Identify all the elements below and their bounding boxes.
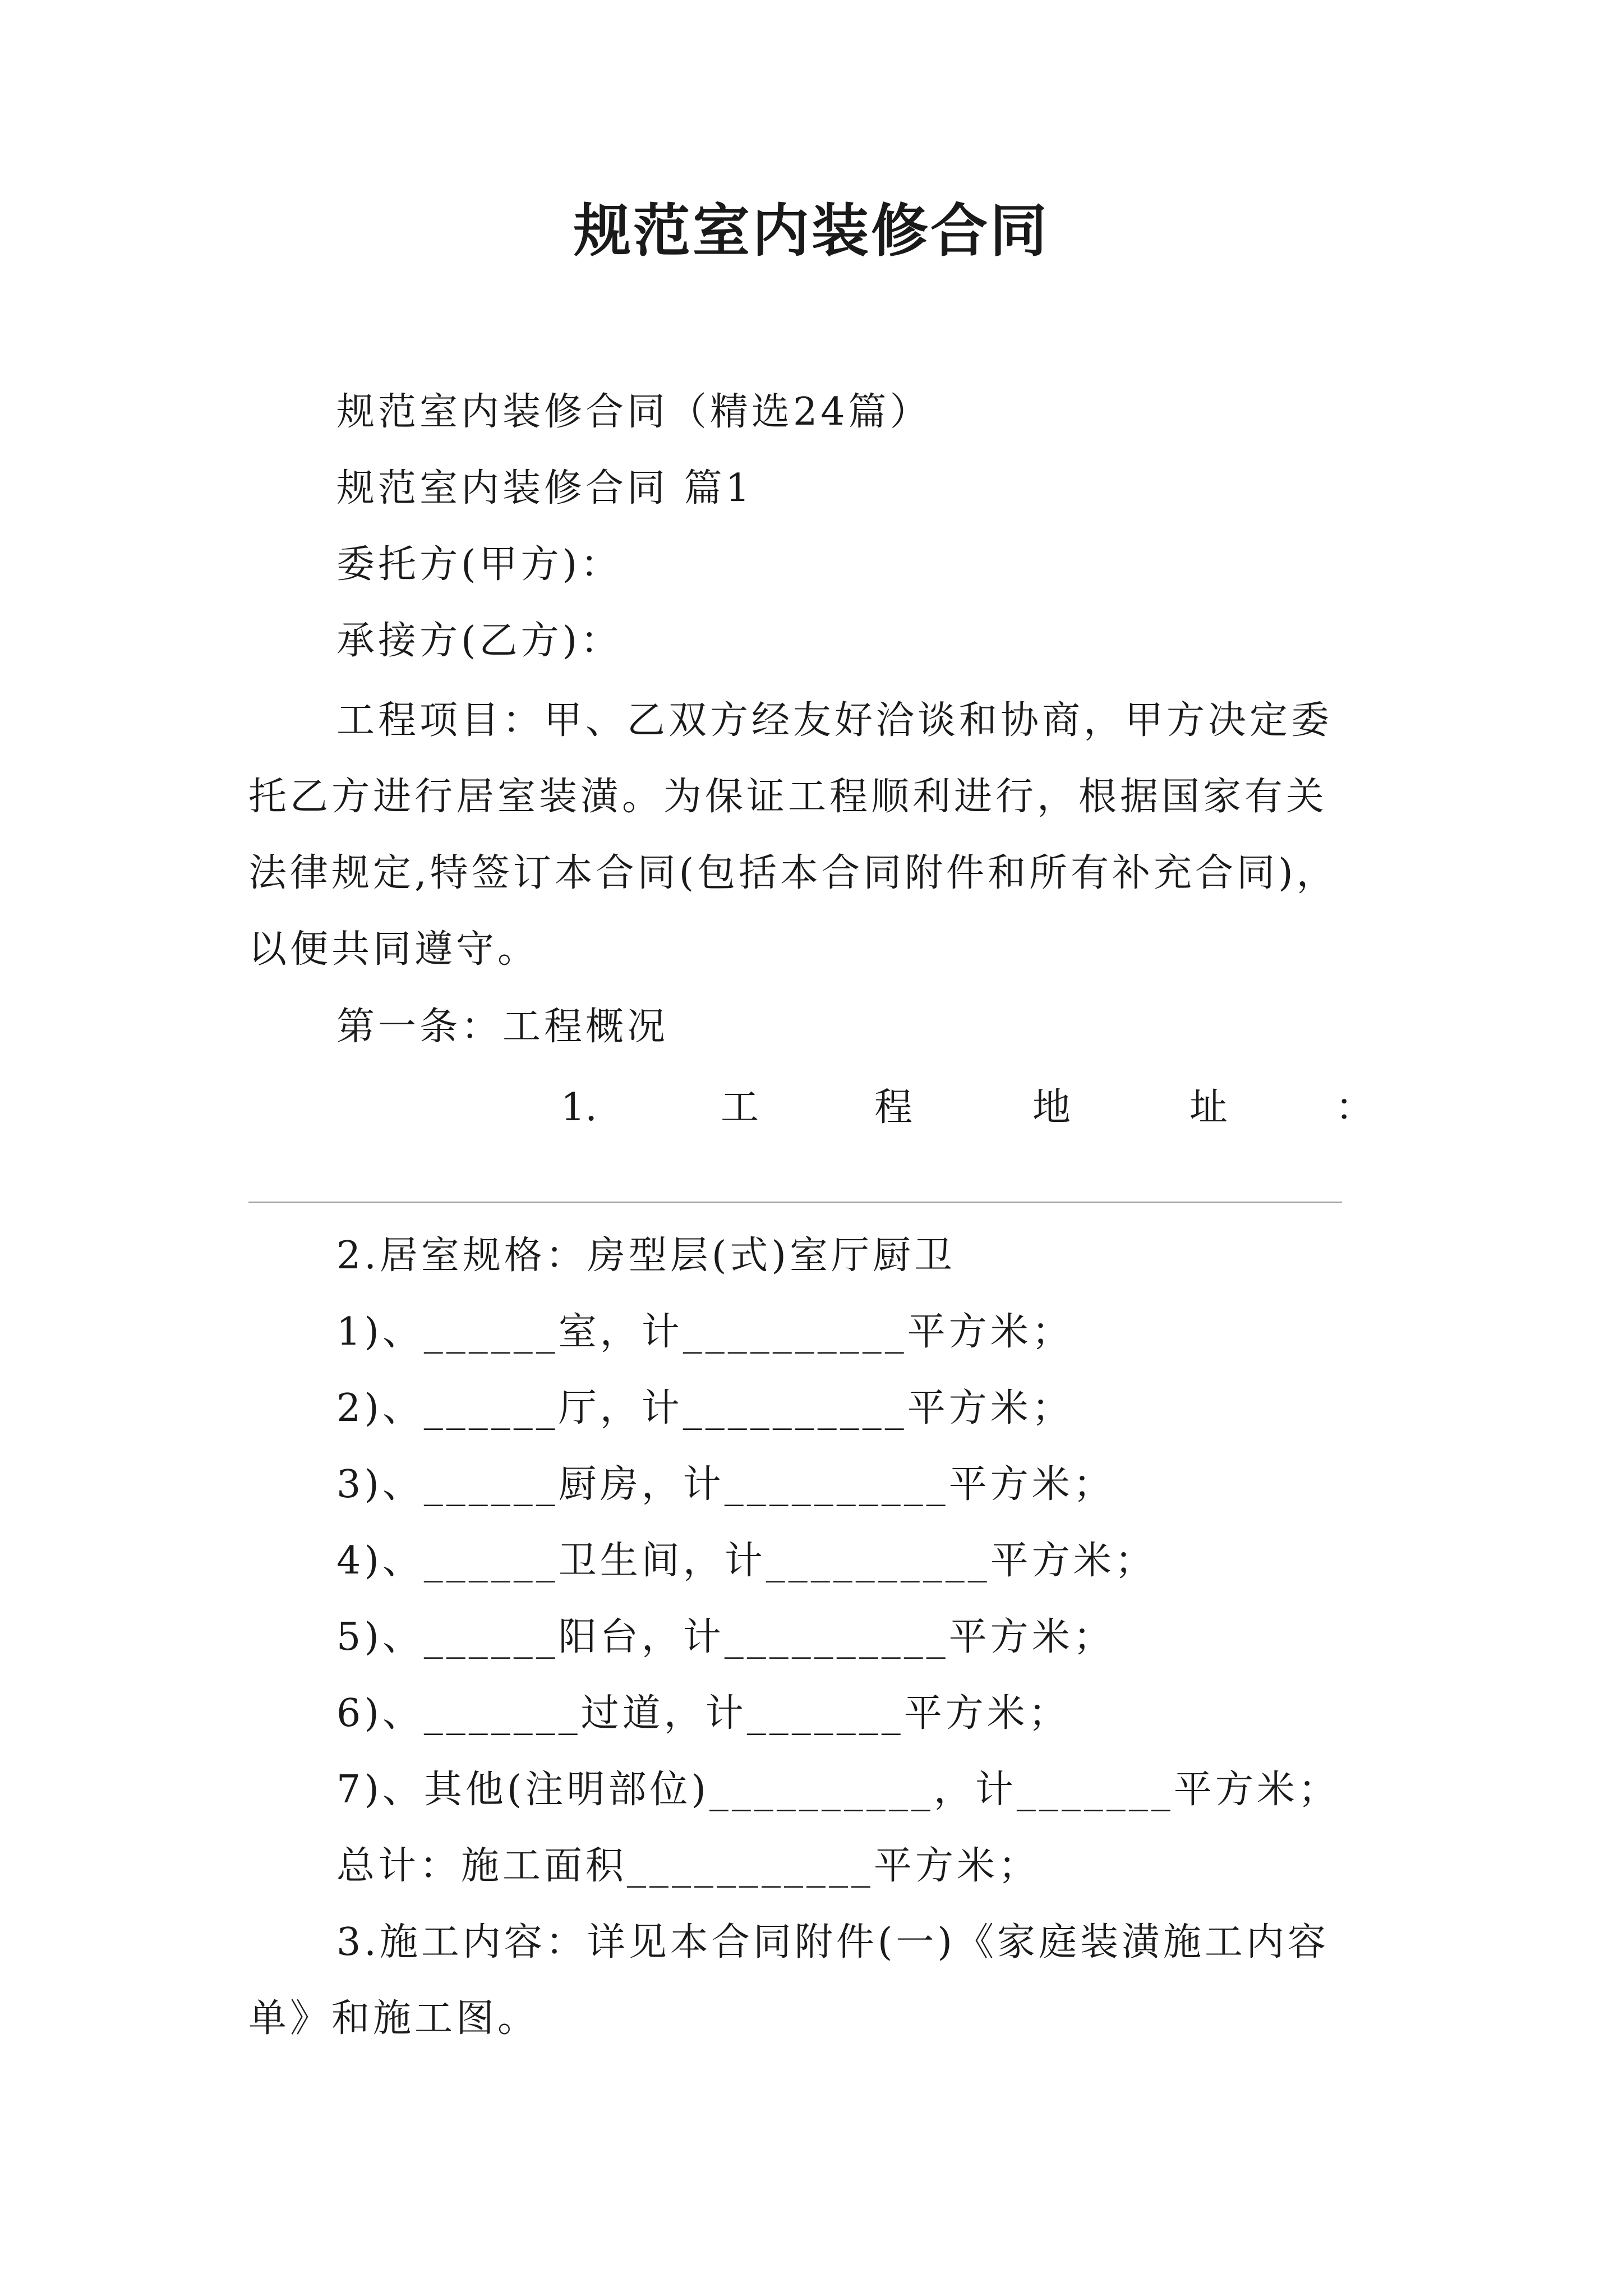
intro-line-1: 工程项目：甲、乙双方经友好洽谈和协商，甲方决定委 [336,698,1333,743]
spec-item-7: 7)、其他(注明部位)__________，计_______平方米； [336,1768,1340,1812]
party-b-line: 承接方(乙方)： [336,619,623,663]
intro-line-3: 法律规定,特签订本合同(包括本合同附件和所有补充合同)， [248,851,1338,895]
address-number: 1. [561,1085,597,1130]
document-title: 规范室内装修合同 [574,197,1049,265]
address-char-4: 址 [1189,1085,1228,1130]
spec-item-6: 6)、_______过道，计_______平方米； [336,1691,1070,1736]
address-char-2: 程 [874,1085,913,1130]
intro-line-4: 以便共同遵守。 [248,927,540,972]
intro-line-2: 托乙方进行居室装潢。为保证工程顺利进行，根据国家有关 [248,775,1328,819]
address-char-1: 工 [721,1085,759,1130]
spec-item-4: 4)、______卫生间，计__________平方米； [336,1539,1156,1583]
content-line-2: 单》和施工图。 [248,1996,540,2041]
address-colon: ： [1335,1085,1374,1130]
document-subtitle: 规范室内装修合同（精选24篇） [336,390,932,434]
address-blank-rule [248,1202,1342,1203]
address-char-3: 地 [1032,1085,1071,1130]
total-area-line: 总计：施工面积___________平方米； [336,1844,1040,1888]
content-line-1: 3.施工内容：详见本合同附件(一)《家庭装潢施工内容 [336,1920,1329,1964]
spec-item-1: 1)、______室，计__________平方米； [336,1310,1073,1354]
party-a-line: 委托方(甲方)： [336,542,623,587]
spec-item-2: 2)、______厅，计__________平方米； [336,1386,1073,1430]
article-1-heading: 第一条：工程概况 [336,1005,669,1049]
section-heading: 规范室内装修合同 篇1 [336,466,753,510]
address-row [248,1083,1393,1133]
spec-heading: 2.居室规格：房型层(式)室厅厨卫 [336,1234,956,1278]
spec-item-5: 5)、______阳台，计__________平方米； [336,1615,1115,1659]
spec-item-3: 3)、______厨房，计__________平方米； [336,1462,1115,1507]
